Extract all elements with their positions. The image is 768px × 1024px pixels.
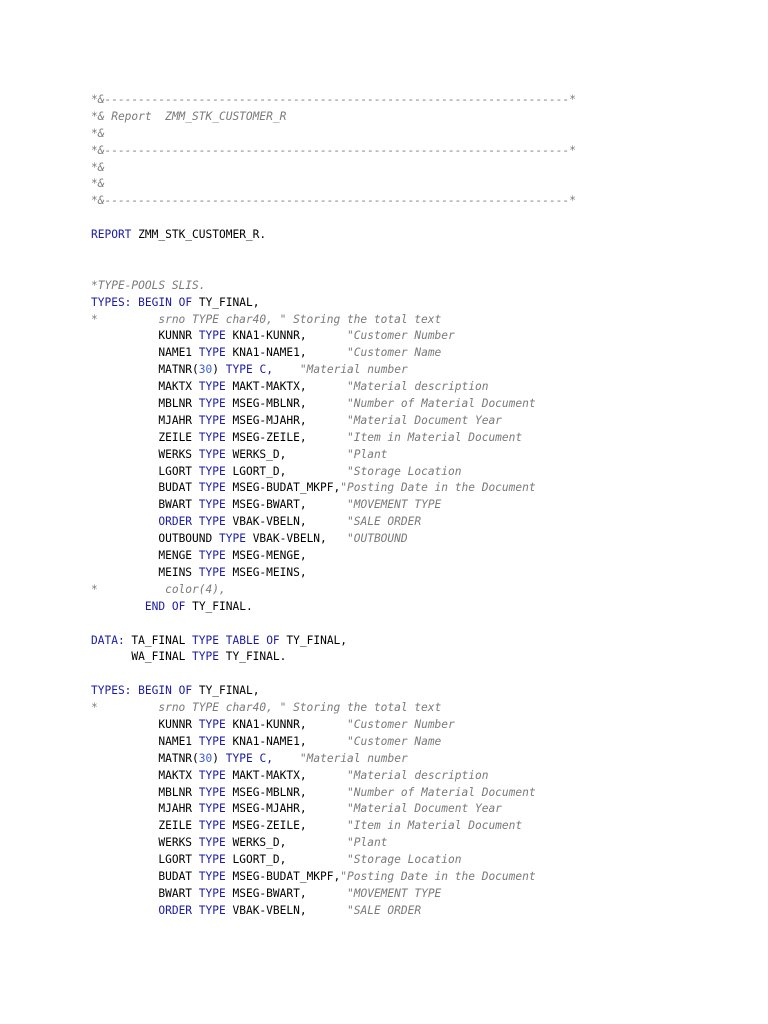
header-blank-1: *&	[91, 126, 105, 140]
field-werks-2: WERKS TYPE WERKS_D, "Plant	[158, 836, 388, 850]
header-blank-2: *&	[91, 160, 105, 174]
field-lgort: LGORT TYPE LGORT_D, "Storage Location	[158, 464, 462, 478]
field-outbound: OUTBOUND TYPE VBAK-VBELN, "OUTBOUND	[158, 532, 408, 546]
blank-line	[91, 666, 751, 683]
srno-comment-2: * srno TYPE char40, " Storing the total text	[91, 701, 442, 715]
srno-comment: * srno TYPE char40, " Storing the total text	[91, 312, 442, 326]
field-kunnr-2: KUNNR TYPE KNA1-KUNNR, "Customer Number	[158, 717, 455, 731]
field-maktx: MAKTX TYPE MAKT-MAKTX, "Material description	[158, 380, 489, 394]
types-begin-statement: TYPES: BEGIN OF TY_FINAL,	[91, 295, 260, 309]
data-statement-line1: DATA: TA_FINAL TYPE TABLE OF TY_FINAL,	[91, 633, 348, 647]
field-order-2: ORDER TYPE VBAK-VBELN, "SALE ORDER	[158, 903, 422, 917]
field-mjahr-2: MJAHR TYPE MSEG-MJAHR, "Material Document Year	[158, 802, 502, 816]
data-statement-line2: WA_FINAL TYPE TY_FINAL.	[131, 650, 287, 664]
field-bwart: BWART TYPE MSEG-BWART, "MOVEMENT TYPE	[158, 498, 442, 512]
header-blank-3: *&	[91, 177, 105, 191]
abap-code-listing	[91, 92, 751, 920]
field-meins: MEINS TYPE MSEG-MEINS,	[158, 565, 307, 579]
field-matnr: MATNR(30) TYPE C, "Material number	[158, 363, 408, 377]
field-bwart-2: BWART TYPE MSEG-BWART, "MOVEMENT TYPE	[158, 886, 442, 900]
blank-line	[91, 616, 751, 633]
field-budat: BUDAT TYPE MSEG-BUDAT_MKPF,"Posting Date in the Document	[158, 481, 536, 495]
header-report-title: *& Report ZMM_STK_CUSTOMER_R	[91, 109, 287, 123]
blank-line	[91, 261, 751, 278]
type-pools-comment: *TYPE-POOLS SLIS.	[91, 278, 206, 292]
blank-line	[91, 244, 751, 261]
field-mblnr: MBLNR TYPE MSEG-MBLNR, "Number of Material Document	[158, 397, 536, 411]
field-zeile-2: ZEILE TYPE MSEG-ZEILE, "Item in Material Document	[158, 819, 523, 833]
field-lgort-2: LGORT TYPE LGORT_D, "Storage Location	[158, 853, 462, 867]
field-zeile: ZEILE TYPE MSEG-ZEILE, "Item in Material Document	[158, 430, 523, 444]
field-name1-2: NAME1 TYPE KNA1-NAME1, "Customer Name	[158, 734, 442, 748]
end-of-statement: END OF TY_FINAL.	[144, 599, 253, 613]
report-statement: REPORT ZMM_STK_CUSTOMER_R.	[91, 228, 267, 242]
field-maktx-2: MAKTX TYPE MAKT-MAKTX, "Material description	[158, 768, 489, 782]
field-budat-2: BUDAT TYPE MSEG-BUDAT_MKPF,"Posting Date in the Document	[158, 869, 536, 883]
field-order: ORDER TYPE VBAK-VBELN, "SALE ORDER	[158, 515, 422, 529]
header-rule-mid: *&---------------------------------------------------------------------*	[91, 143, 576, 157]
types-begin-statement-2: TYPES: BEGIN OF TY_FINAL,	[91, 684, 260, 698]
color-comment: * color(4),	[91, 582, 226, 596]
field-matnr-2: MATNR(30) TYPE C, "Material number	[158, 751, 408, 765]
field-mblnr-2: MBLNR TYPE MSEG-MBLNR, "Number of Material Document	[158, 785, 536, 799]
field-kunnr: KUNNR TYPE KNA1-KUNNR, "Customer Number	[158, 329, 455, 343]
field-mjahr: MJAHR TYPE MSEG-MJAHR, "Material Document Year	[158, 413, 502, 427]
header-rule-top: *&---------------------------------------------------------------------*	[91, 93, 576, 106]
field-werks: WERKS TYPE WERKS_D, "Plant	[158, 447, 388, 461]
field-name1: NAME1 TYPE KNA1-NAME1, "Customer Name	[158, 346, 442, 360]
field-menge: MENGE TYPE MSEG-MENGE,	[158, 549, 307, 563]
blank-line	[91, 210, 751, 227]
header-rule-bottom: *&---------------------------------------------------------------------*	[91, 194, 576, 208]
